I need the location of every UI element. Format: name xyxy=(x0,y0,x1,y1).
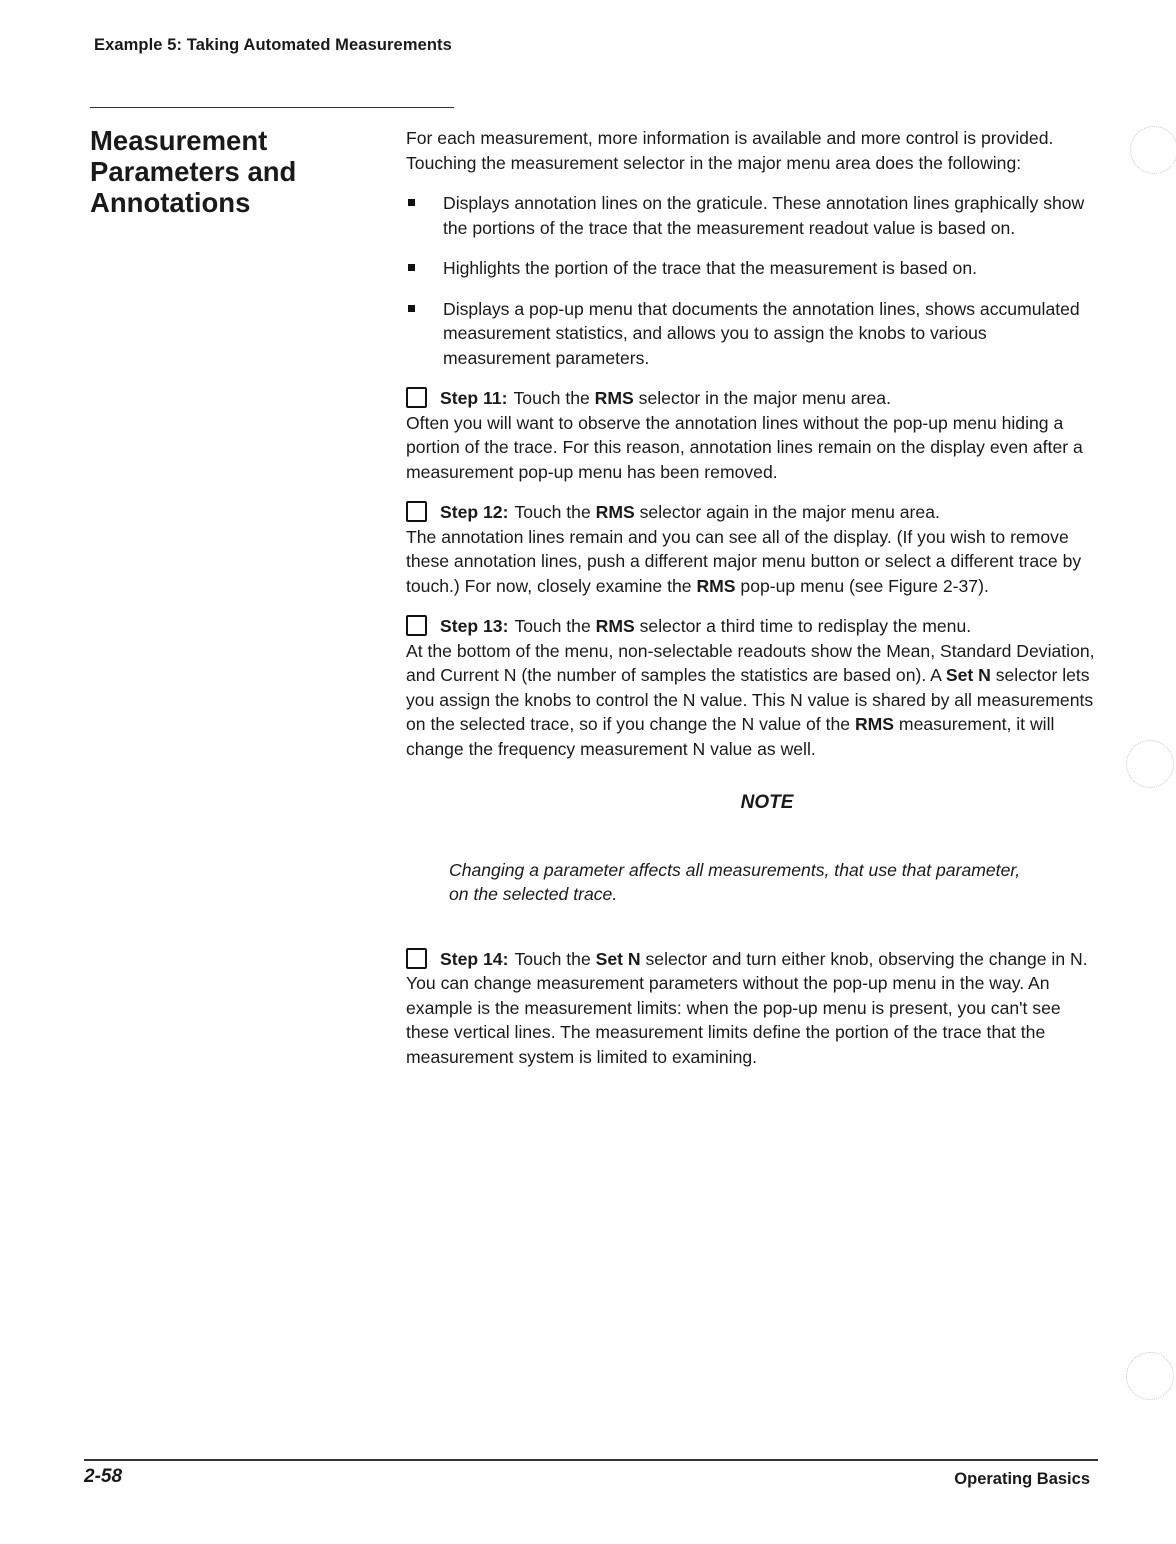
list-item-text: Highlights the portion of the trace that the measurement is based on. xyxy=(443,258,977,278)
step-14 xyxy=(406,947,1096,972)
list-item xyxy=(406,256,1096,281)
step-text: selector a third time to redisplay the menu. xyxy=(634,616,972,636)
paragraph xyxy=(406,639,1096,762)
checkbox-icon xyxy=(406,948,427,969)
bullet-square-icon xyxy=(408,199,415,206)
step-text: Touch the xyxy=(514,502,596,522)
bullet-square-icon xyxy=(408,305,415,312)
paragraph-text: The annotation lines remain and you can see all of the display. (If you wish to remove these annotation lines, push a different major menu button or select a different trace by touch.) For now, closely examine the xyxy=(406,526,1082,596)
step-text: selector and turn either knob, observing the change in N. xyxy=(640,948,1088,969)
section-title xyxy=(90,125,390,218)
step-keyword: RMS xyxy=(595,502,635,522)
paragraph: You can change measurement parameters without the pop-up menu in the way. An example is the measurement limits: when the pop-up menu is present, you can't see these vertical lines. The measurement limits define the portion of the trace that the measurement system is limited to examining. xyxy=(406,973,1061,1067)
step-keyword: Set N xyxy=(595,948,641,969)
step-label: Step 13: xyxy=(440,616,509,636)
paragraph-text: measurement, it will change the frequency measurement N value as well. xyxy=(406,714,1055,759)
list-item xyxy=(406,191,1096,240)
body-column xyxy=(406,126,1096,1085)
paragraph-keyword: Set N xyxy=(945,665,991,685)
bullet-square-icon xyxy=(408,264,415,271)
step-text: Touch the xyxy=(514,616,596,636)
step-text: Touch the xyxy=(514,948,596,969)
paragraph-text: pop-up menu (see Figure 2-37). xyxy=(735,575,989,596)
list-item-text: Displays annotation lines on the graticule. These annotation lines graphically show the portions of the trace that the measurement readout value is based on. xyxy=(443,193,1085,238)
paragraph xyxy=(406,525,1096,599)
section-title-line: Parameters and xyxy=(90,156,297,187)
intro-paragraph: For each measurement, more information is available and more control is provided. Touching the measurement selector in the major menu area does the following: xyxy=(406,128,1054,173)
note-text: Changing a parameter affects all measurements, that use that parameter, on the selected trace. xyxy=(449,859,1021,904)
list-item xyxy=(406,297,1096,371)
page-number: 2-58 xyxy=(84,1466,123,1487)
paragraph-text: At the bottom of the menu, non-selectable readouts show the Mean, Standard Deviation, and Current N (the number of samples the statistics are based on). A xyxy=(406,640,1095,685)
paragraph: Often you will want to observe the annotation lines without the pop-up menu hiding a portion of the trace. For this reason, annotation lines remain on the display even after a measurement pop-up menu has been removed. xyxy=(406,412,1083,482)
punch-hole-mark xyxy=(1126,740,1174,788)
section-title-line: Annotations xyxy=(90,187,251,218)
checkbox-icon xyxy=(406,615,427,636)
paragraph-keyword: RMS xyxy=(854,714,895,734)
footer-rule xyxy=(84,1459,1098,1461)
footer-title: Operating Basics xyxy=(954,1470,1090,1488)
punch-hole-mark xyxy=(1126,1352,1174,1400)
step-12 xyxy=(406,500,1096,525)
step-13 xyxy=(406,614,1096,639)
step-keyword: RMS xyxy=(595,616,635,636)
step-label: Step 14: xyxy=(440,948,509,969)
step-text: selector in the major menu area. xyxy=(633,388,891,408)
header-rule xyxy=(90,107,454,108)
step-label: Step 11: xyxy=(440,388,508,408)
step-text: selector again in the major menu area. xyxy=(634,502,940,522)
step-11 xyxy=(406,386,1096,411)
checkbox-icon xyxy=(406,501,427,522)
step-keyword: RMS xyxy=(594,388,634,408)
bullet-list xyxy=(406,191,1096,370)
list-item-text: Displays a pop-up menu that documents the annotation lines, shows accumulated measurement statistics, and allows you to assign the knobs to various measurement parameters. xyxy=(443,298,1080,368)
step-text: Touch the xyxy=(513,388,595,408)
paragraph-text: selector lets you assign the knobs to control the N value. This N value is shared by all measurements on the selected trace, so if you change the N value of the xyxy=(406,665,1094,734)
step-label: Step 12: xyxy=(440,502,509,522)
paragraph-keyword: RMS xyxy=(696,575,736,596)
note-heading: NOTE xyxy=(740,792,794,813)
section-title-line: Measurement xyxy=(90,125,268,156)
punch-hole-mark xyxy=(1130,126,1176,174)
running-head: Example 5: Taking Automated Measurements xyxy=(94,36,452,54)
checkbox-icon xyxy=(406,387,427,408)
